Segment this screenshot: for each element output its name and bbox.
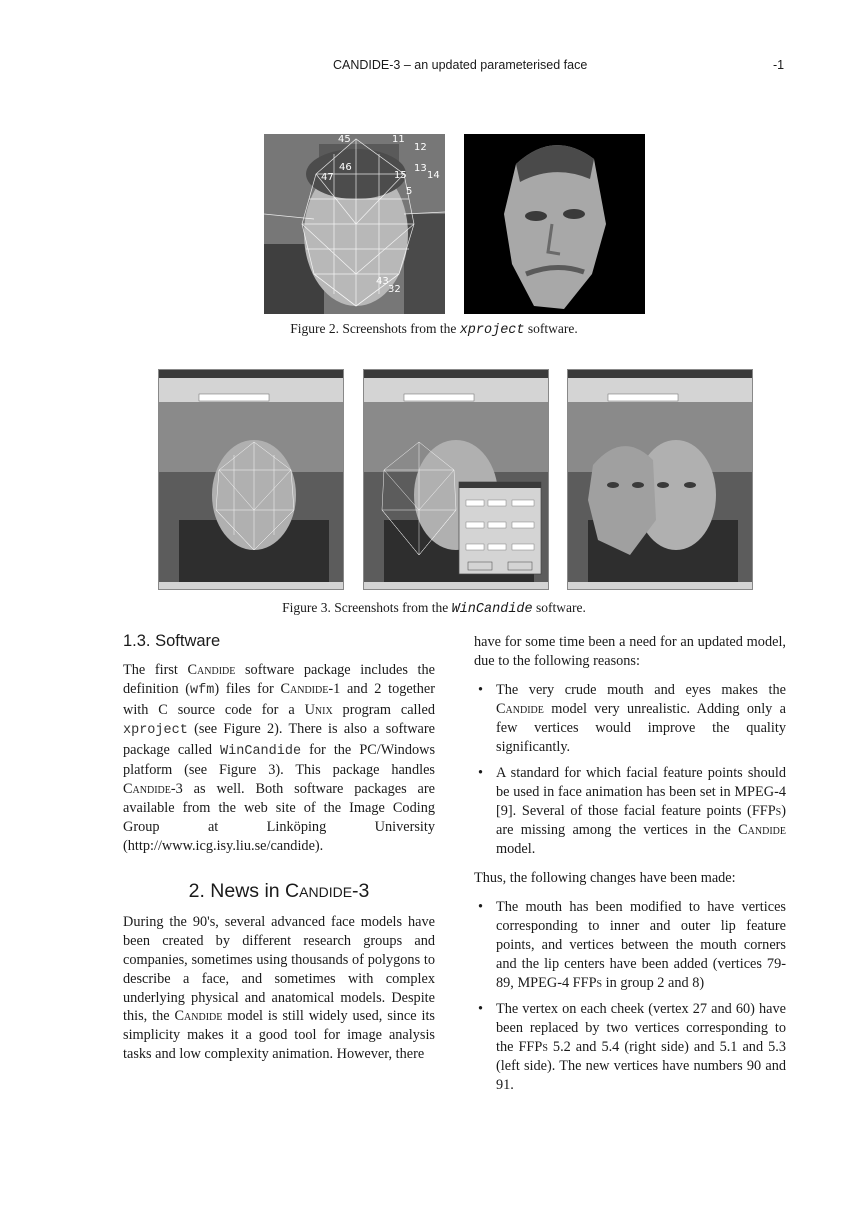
wincandide-window-svg — [159, 370, 343, 589]
figure2-xproject-textured-face-image — [464, 134, 645, 314]
mesh-label: 45 — [338, 134, 351, 145]
section-2-heading: 2. News in Candide-3 — [188, 879, 370, 902]
left-column — [123, 630, 435, 1074]
mesh-face-svg — [264, 134, 445, 314]
reasons-list — [474, 681, 786, 859]
section-2-paragraph-continued — [474, 633, 786, 671]
section-2-paragraph: During the 90's, several advanced face models have been created by different research groups and companies, sometimes using thousands of polygons to describe a face, and sometimes with complex underlying physical and anatomical models. Despite this, the Candide model is still widely used, since its simplicity makes it a good tool for image analysis tasks and low complexity animation. However, there — [123, 913, 435, 1063]
page-number: -1 — [773, 58, 785, 72]
textured-face-svg — [464, 134, 645, 314]
figure2-caption-text: Figure 2. Screenshots from the — [290, 321, 460, 336]
mesh-label: 13 — [414, 163, 427, 174]
changes-intro: Thus, the following changes have been made: — [474, 869, 736, 886]
figure3-caption — [0, 600, 868, 617]
figure3-caption-text: Figure 3. Screenshots from the — [282, 600, 452, 615]
mesh-label: 43 — [376, 276, 389, 287]
figure2-caption-suffix: software. — [524, 321, 578, 336]
figure2-caption — [0, 321, 868, 338]
wincandide-window-svg — [568, 370, 752, 589]
section-1-3-heading: 1.3. Software — [123, 632, 221, 650]
right-column — [474, 633, 786, 1105]
running-title: CANDIDE-3 – an updated parameterised face — [333, 58, 588, 72]
mesh-label: 46 — [339, 162, 352, 173]
figure3-caption-code: WinCandide — [451, 602, 533, 617]
list-item: • The vertex on each cheek (vertex 27 and 60) have been replaced by two vertices corresponding to the FFPs 5.2 and 5.4 (right side) and 5.1 and 5.3 (left side). The new vertices have numbers 90 and 91. — [474, 1000, 786, 1095]
mesh-label: 11 — [392, 134, 405, 145]
mesh-label: 5 — [406, 186, 413, 197]
mesh-label: 14 — [427, 170, 440, 181]
figure3-caption-suffix: software. — [532, 600, 586, 615]
mesh-label: 47 — [321, 172, 334, 183]
wincandide-window-svg — [364, 370, 548, 589]
figure2-xproject-mesh-image — [264, 134, 445, 314]
section-2-paragraph-tail: have for some time been a need for an updated model, due to the following reasons: — [474, 634, 786, 669]
list-item: • The mouth has been modified to have vertices corresponding to inner and outer lip feature points, and vertices between the mouth corners and the lip centers have been added (vertices 79-89, MPEG-4 FFPs in group 2 and 8) — [474, 898, 786, 993]
figure3-wincandide-screenshot-1 — [158, 369, 344, 590]
mesh-label: 32 — [388, 284, 401, 295]
mesh-label: 12 — [414, 142, 427, 153]
mesh-label: 15 — [394, 170, 407, 181]
figure3-wincandide-screenshot-3 — [567, 369, 753, 590]
list-item: • A standard for which facial feature points should be used in face animation has been set in MPEG-4 [9]. Several of those facial feature points (FFPs) are missing among the vertices in the Candide model. — [474, 764, 786, 859]
section-1-3-paragraph: The first Candide software package includes the definition (wfm) files for Candide-1 and 2 together with C source code for a Unix program called xproject (see Figure 2). There is also a software package called WinCandide for the PC/Windows platform (see Figure 3). This package handles Candide-3 as well. Both software packages are available from the web site of the Image Coding Group at Linköping University (http://www.icg.isy.liu.se/candide). — [123, 661, 436, 855]
figure2-caption-code: xproject — [459, 323, 525, 338]
figure3-wincandide-screenshot-2 — [363, 369, 549, 590]
changes-list — [474, 898, 786, 1095]
list-item: • The very crude mouth and eyes makes the Candide model very unrealistic. Adding only a few vertices would improve the quality significantly. — [474, 681, 786, 757]
